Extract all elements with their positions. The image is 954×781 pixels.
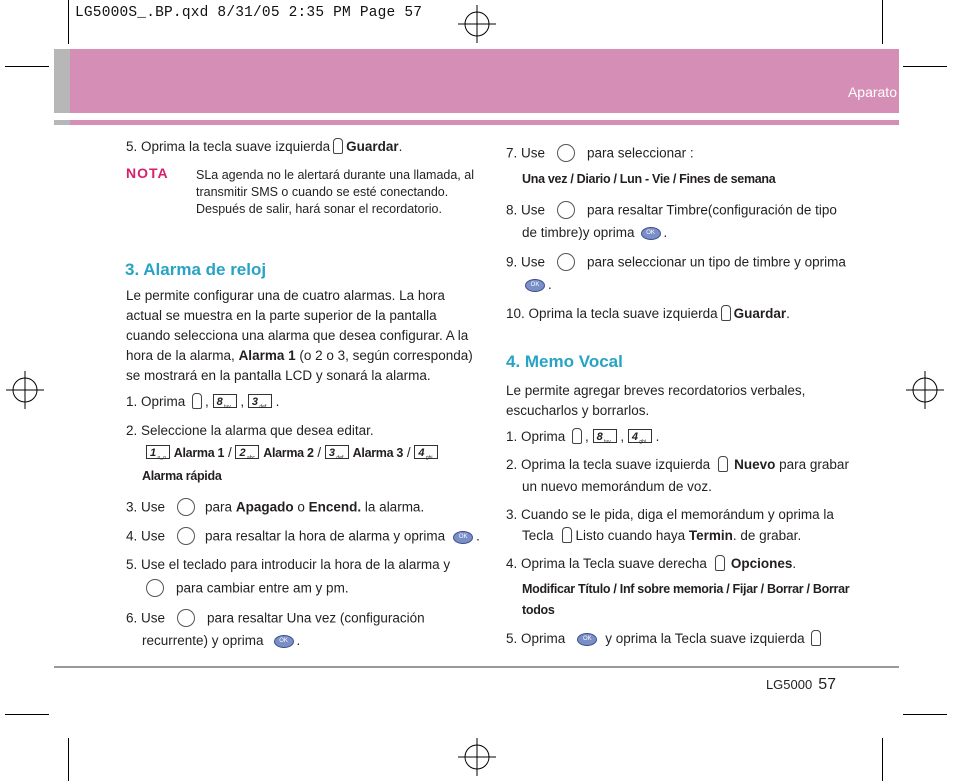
ok-key-icon: OK (641, 227, 661, 240)
alarma-step-5: 5. Use el teclado para introducir la hora de la alarma y (126, 557, 451, 572)
nota-text-3: Después de salir, hará sonar el recordatorio. (196, 202, 442, 216)
alarma-step-4: 4. Use para resaltar la hora de alarma y oprima OK . (126, 528, 480, 544)
left-soft-key-icon (718, 456, 728, 472)
registration-mark-left (6, 371, 44, 409)
alarma-step-5-cont: para cambiar entre am y pm. (142, 580, 349, 598)
header-rule (54, 120, 899, 125)
alarm-quick: Alarma rápida (142, 469, 222, 483)
right-step-9-cont: OK . (522, 277, 552, 292)
header-band-accent (54, 49, 70, 113)
left-step-5: 5. Oprima la tecla suave izquierda Guardar. (126, 139, 403, 154)
menu-key-icon (572, 428, 582, 444)
memo-options-2: todos (522, 603, 555, 617)
right-step-8: 8. Use para resaltar Timbre(configuración de tipo (506, 202, 837, 218)
memo-step-2: 2. Oprima la tecla suave izquierda Nuevo para grabar (506, 457, 849, 472)
header-rule-accent (54, 120, 70, 125)
nav-key-icon (177, 609, 195, 627)
nota-label: NOTA (126, 165, 169, 181)
left-soft-key-icon (562, 527, 572, 543)
crop-mark (882, 738, 883, 781)
crop-mark (903, 66, 947, 67)
footer-model: LG5000 (765, 677, 813, 692)
registration-mark-right (906, 371, 944, 409)
nav-key-icon (557, 144, 575, 162)
key-8-icon: 8 $_{tuv}$ (213, 394, 237, 408)
nav-key-icon (177, 527, 195, 545)
right-step-10: 10. Oprima la tecla suave izquierda Guardar. (506, 306, 790, 321)
crop-mark (68, 738, 69, 781)
footer-rule (54, 666, 899, 668)
crop-mark (5, 714, 49, 715)
right-step-7: 7. Use para seleccionar : (506, 145, 694, 161)
alarma-step-6-cont: recurrente) y oprima OK . (142, 633, 301, 648)
registration-mark-top (458, 5, 496, 43)
memo-options-1: Modificar Título / Inf sobre memoria / Fijar / Borrar / Borrar (522, 582, 850, 596)
memo-step-3-cont: Tecla Listo cuando haya Termin. de grabar. (522, 528, 802, 543)
left-soft-key-icon (721, 305, 731, 321)
alarma-step-3: 3. Use para Apagado o Encend. la alarma. (126, 499, 425, 515)
heading-alarma-reloj: 3. Alarma de reloj (125, 260, 267, 279)
heading-memo-vocal: 4. Memo Vocal (506, 352, 623, 371)
memo-step-2-cont: un nuevo memorándum de voz. (522, 479, 712, 494)
ok-key-icon: OK (453, 531, 473, 544)
nav-key-icon (177, 498, 195, 516)
crop-mark (5, 66, 49, 67)
right-step-8-cont: de timbre)y oprima OK . (522, 225, 668, 240)
memo-step-5: 5. Oprima OK y oprima la Tecla suave izquierda (506, 631, 824, 647)
right-step-9: 9. Use para seleccionar un tipo de timbre y oprima (506, 254, 846, 270)
ok-key-icon: OK (274, 635, 294, 648)
crop-mark (882, 0, 883, 44)
key-1-icon: 1 $_{o\_o}$ (146, 445, 170, 459)
alarm-options: 1 $_{o\_o}$ Alarma 1 / 2 $_{abc}$ Alarma 2 / 3 $_{def}$ Alarma 3 / 4 $_{ghi}$ (146, 445, 438, 460)
nota-text-2: transmitir SMS o cuando se esté conectando. (196, 185, 449, 199)
memo-step-3: 3. Cuando se le pida, diga el memorándum y oprima la (506, 507, 834, 522)
key-3-icon: 3 $_{def}$ (325, 445, 349, 459)
nota-text-1: SLa agenda no le alertará durante una llamada, al (196, 168, 474, 182)
alarma-step-2: 2. Seleccione la alarma que desea editar. (126, 423, 374, 438)
registration-mark-bottom (458, 738, 496, 776)
section-label: Aparato (847, 84, 897, 100)
crop-mark (68, 0, 69, 44)
ok-key-icon: OK (525, 279, 545, 292)
key-4-icon: 4 $_{ghi}$ (414, 445, 438, 459)
crop-mark (903, 714, 947, 715)
menu-key-icon (192, 393, 202, 409)
key-4-icon: 4 $_{ghi}$ (628, 429, 652, 443)
page-footer (766, 676, 836, 694)
alarma-step-1: 1. Oprima , 8 $_{tuv}$ , 3 $_{def}$ . (126, 394, 280, 411)
left-soft-key-icon (333, 138, 343, 154)
right-soft-key-icon (715, 555, 725, 571)
memo-intro: Le permite agregar breves recordatorios verbales, escucharlos y borrarlos. (506, 383, 806, 418)
ok-key-icon: OK (577, 633, 597, 646)
nav-key-icon (146, 579, 164, 597)
memo-step-4: 4. Oprima la Tecla suave derecha Opciones. (506, 556, 797, 571)
alarma-intro: Le permite configurar una de cuatro alarmas. La hora actual se muestra en la parte superior de la pantalla cuando selecciona una alarma que desea configurar. A la hora de la alarma, Alarma 1 (o 2 o 3, según corresponda) se mostrará en la pantalla LCD y sonará la alarma. (126, 288, 473, 383)
nav-key-icon (557, 201, 575, 219)
alarma-step-6: 6. Use para resaltar Una vez (configuración (126, 610, 425, 626)
repeat-options: Una vez / Diario / Lun - Vie / Fines de semana (522, 172, 776, 186)
page-number: 57 (818, 676, 836, 693)
left-soft-key-icon (811, 630, 821, 646)
nav-key-icon (557, 253, 575, 271)
memo-step-1: 1. Oprima , 8 $_{tuv}$ , 4 $_{ghi}$ . (506, 429, 660, 446)
key-8-icon: 8 $_{tuv}$ (593, 429, 617, 443)
key-2-icon: 2 $_{abc}$ (235, 445, 259, 459)
key-3-icon: 3 $_{def}$ (248, 394, 272, 408)
print-header: LG5000S_.BP.qxd 8/31/05 2:35 PM Page 57 (75, 5, 423, 21)
header-band (54, 49, 899, 113)
